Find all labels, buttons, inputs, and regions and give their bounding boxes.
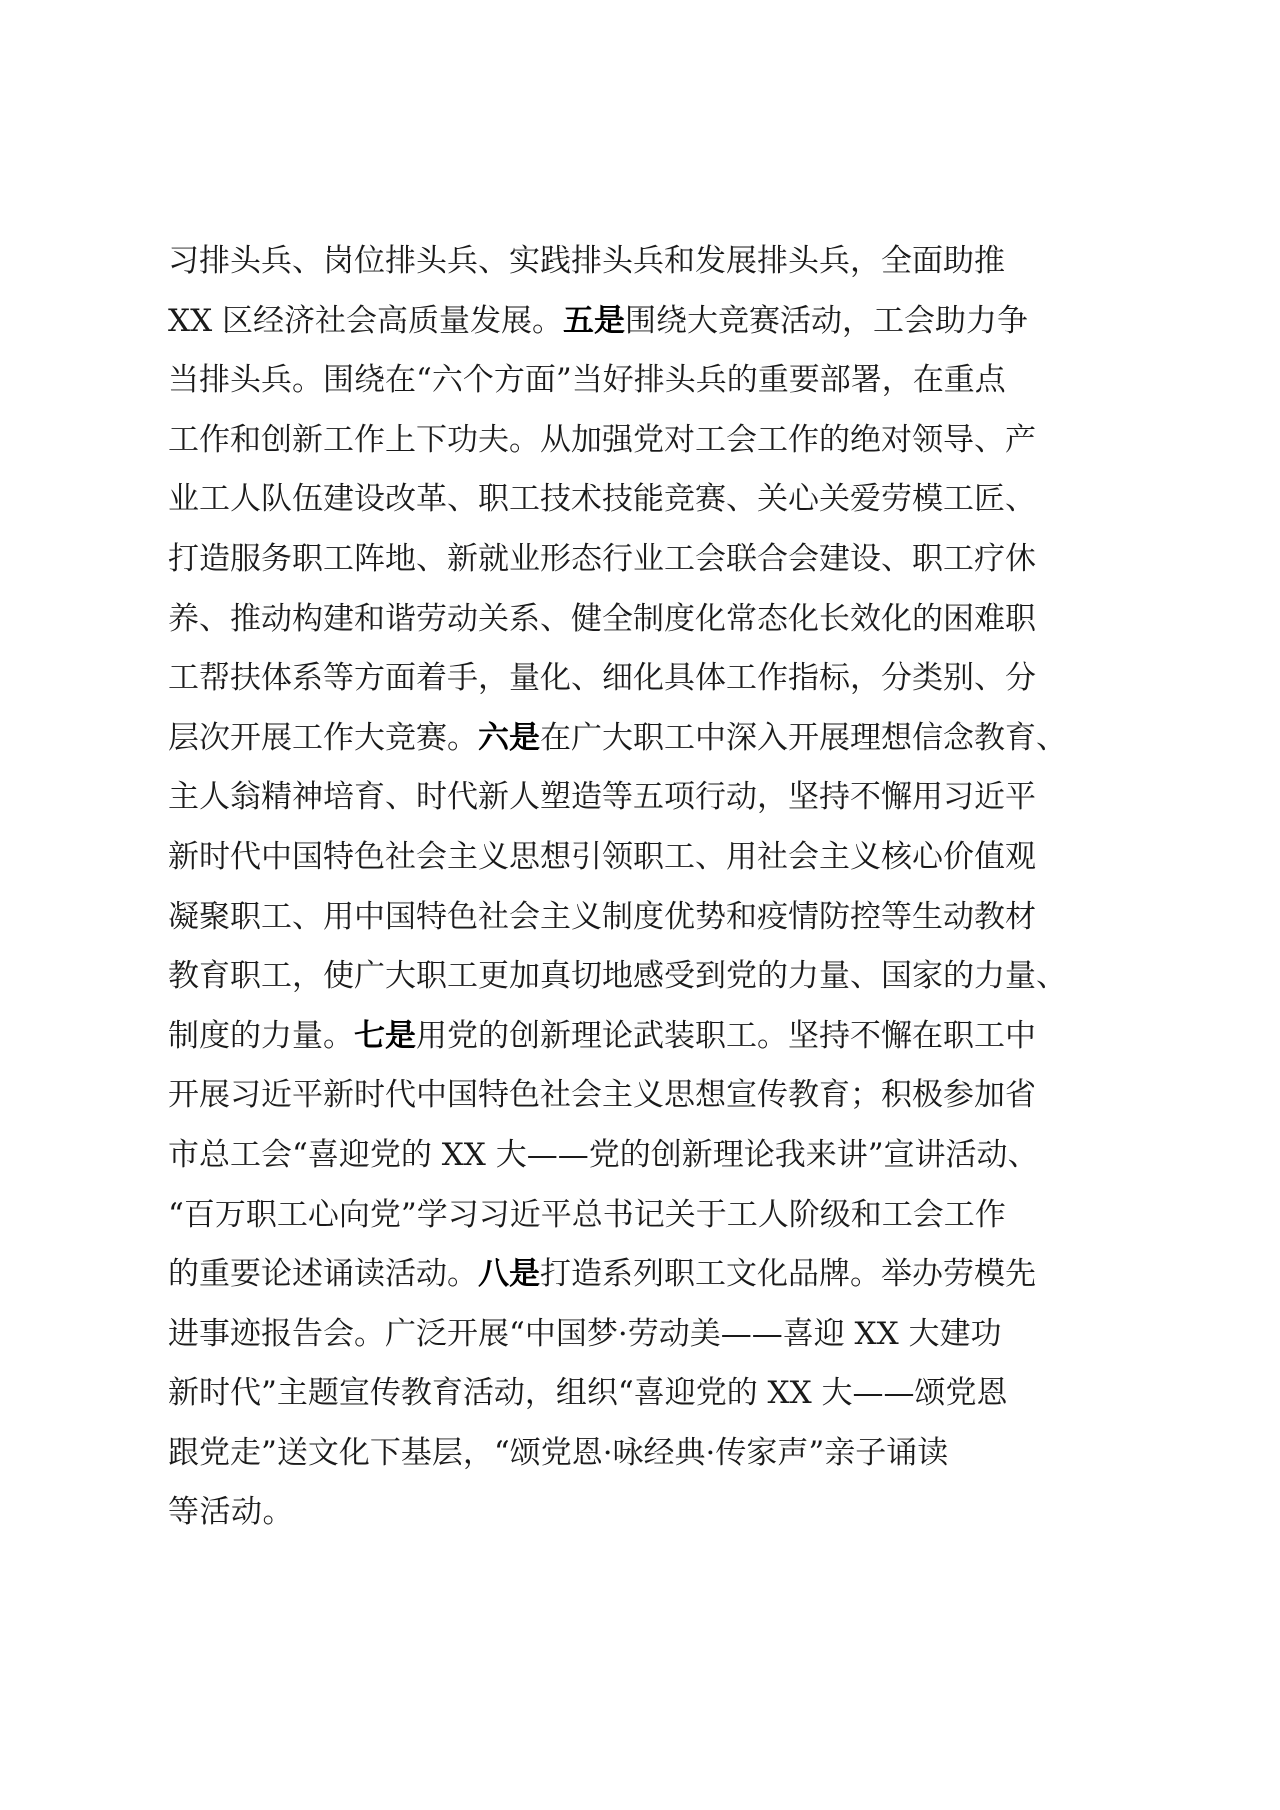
text-run: 等活动。 [168,1494,294,1531]
text-run: XX 区经济社会高质量发展。 [168,302,563,339]
text-run: 市总工会“喜迎党的 XX 大——党的创新理论我来讲”宣讲活动、 [168,1136,1039,1173]
text-line [168,351,1128,411]
text-run: 进事迹报告会。广泛开展“中国梦·劳动美——喜迎 XX 大建功 [168,1315,1002,1352]
text-run: 在广大职工中深入开展理想信念教育、 [540,719,1067,756]
text-run: 打造服务职工阵地、新就业形态行业工会联合会建设、职工疗休 [168,540,1036,577]
text-run: 主人翁精神培育、时代新人塑造等五项行动，坚持不懈用习近平 [168,779,1036,816]
text-line [168,411,1128,471]
body-paragraph [168,232,1128,1543]
text-run: 用党的创新理论武装职工。坚持不懈在职工中 [416,1017,1036,1054]
text-run: 制度的力量。 [168,1017,354,1054]
text-run: 工作和创新工作上下功夫。从加强党对工会工作的绝对领导、产 [168,421,1036,458]
text-line [168,590,1128,650]
bold-ordinal: 八是 [478,1256,540,1293]
text-run: 习排头兵、岗位排头兵、实践排头兵和发展排头兵，全面助推 [168,243,1005,279]
text-line [168,1305,1128,1365]
text-run: 开展习近平新时代中国特色社会主义思想宣传教育；积极参加省 [168,1077,1036,1114]
bold-ordinal: 五是 [563,302,625,339]
text-line [168,1007,1128,1067]
text-run: 工帮扶体系等方面着手，量化、细化具体工作指标，分类别、分 [168,660,1036,697]
text-run: 凝聚职工、用中国特色社会主义制度优势和疫情防控等生动教材 [168,898,1036,935]
text-line [168,947,1128,1007]
text-line [168,1483,1128,1543]
text-line [168,1186,1128,1246]
text-line [168,530,1128,590]
text-run: 跟党走”送文化下基层，“颂党恩·咏经典·传家声”亲子诵读 [168,1434,949,1471]
text-run: 的重要论述诵读活动。 [168,1256,478,1293]
text-run: 养、推动构建和谐劳动关系、健全制度化常态化长效化的困难职 [168,600,1036,637]
text-line [168,1424,1128,1484]
text-line [168,888,1128,948]
text-run: 新时代中国特色社会主义思想引领职工、用社会主义核心价值观 [168,838,1036,875]
text-line [168,292,1128,352]
text-line [168,470,1128,530]
text-run: 围绕大竞赛活动，工会助力争 [625,302,1028,339]
text-run: 教育职工，使广大职工更加真切地感受到党的力量、国家的力量、 [168,958,1067,995]
text-run: 业工人队伍建设改革、职工技术技能竞赛、关心关爱劳模工匠、 [168,481,1036,518]
text-line [168,1126,1128,1186]
text-line [168,768,1128,828]
text-line [168,232,1128,292]
text-run: 层次开展工作大竞赛。 [168,719,478,756]
text-line [168,649,1128,709]
text-run: 打造系列职工文化品牌。举办劳模先 [540,1256,1036,1293]
text-line [168,1066,1128,1126]
text-line [168,1364,1128,1424]
bold-ordinal: 六是 [478,719,540,756]
text-line [168,828,1128,888]
text-run: 新时代”主题宣传教育活动，组织“喜迎党的 XX 大——颂党恩 [168,1375,1008,1412]
text-line [168,1245,1128,1305]
text-run: “百万职工心向党”学习习近平总书记关于工人阶级和工会工作 [168,1196,1006,1233]
bold-ordinal: 七是 [354,1017,416,1054]
text-run: 当排头兵。围绕在“六个方面”当好排头兵的重要部署，在重点 [168,362,1006,399]
text-line [168,709,1128,769]
